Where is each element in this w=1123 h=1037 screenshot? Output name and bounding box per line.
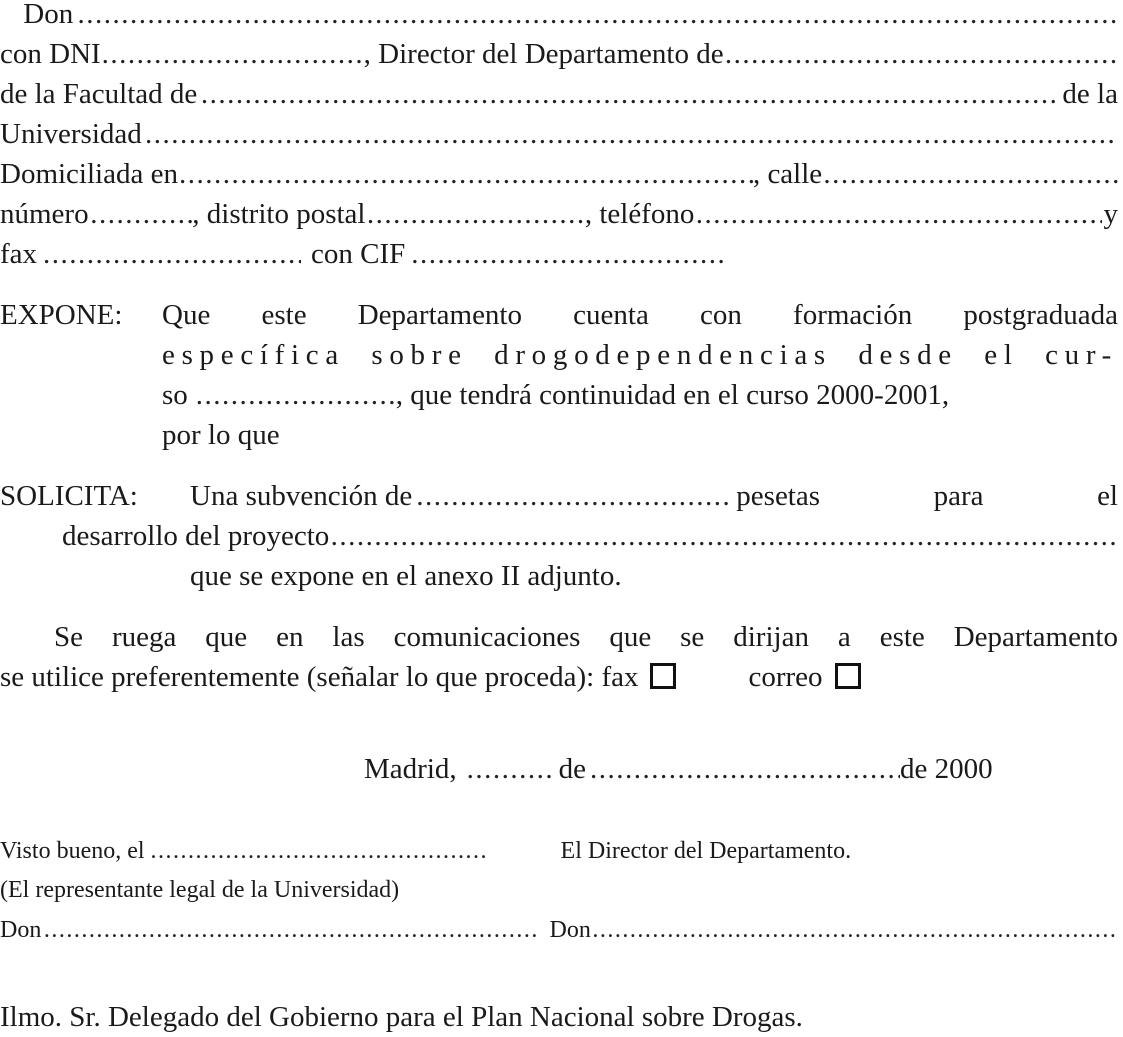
expone-line-1 xyxy=(0,295,1118,335)
don-line xyxy=(0,0,1118,34)
firmas-line-1 xyxy=(0,832,1118,870)
solicita-text-3: que se expone en el anexo II adjunto. xyxy=(190,560,622,592)
comunicaciones-text-1: Se ruega que en las comunicaciones que se dirijan a este Departamento xyxy=(54,621,1118,653)
expone-label: EXPONE: xyxy=(0,299,123,331)
facultad-line xyxy=(0,74,1118,114)
distrito-field[interactable] xyxy=(367,194,585,234)
visto-bueno-field[interactable] xyxy=(151,832,485,870)
curso-field[interactable] xyxy=(196,375,396,415)
don-right-field[interactable] xyxy=(592,911,1118,949)
universidad-line xyxy=(0,114,1118,154)
numero-line xyxy=(0,194,1118,234)
numero-label: número xyxy=(0,198,89,230)
fecha-de: de xyxy=(558,753,586,785)
fax-label: fax xyxy=(0,238,38,270)
facultad-label: de la Facultad de xyxy=(0,78,198,110)
don-left-field[interactable] xyxy=(44,911,538,949)
facultad-field[interactable] xyxy=(201,74,1059,114)
universidad-label: Universidad xyxy=(0,118,142,150)
fax-checkbox[interactable] xyxy=(650,663,676,689)
cif-field[interactable] xyxy=(411,234,723,274)
don-left-label: Don xyxy=(0,917,42,943)
correo-checkbox[interactable] xyxy=(835,663,861,689)
fecha-suffix: de 2000 xyxy=(900,753,993,785)
facultad-suffix: de la xyxy=(1062,78,1118,110)
universidad-field[interactable] xyxy=(145,114,1118,154)
correo-label: correo xyxy=(748,661,823,693)
expone-text-2: específica sobre drogodependencias desde el cur- xyxy=(162,339,1118,371)
expone-text-4: por lo que xyxy=(162,419,280,451)
domicilio-field[interactable] xyxy=(179,154,753,194)
expone-line-2 xyxy=(0,335,1118,375)
expone-line-4 xyxy=(0,415,1118,455)
calle-field[interactable] xyxy=(823,154,1118,194)
comunicaciones-line-2 xyxy=(0,657,1118,697)
departamento-field[interactable] xyxy=(725,34,1118,74)
dni-line xyxy=(0,34,1118,74)
comunicaciones-line-1 xyxy=(0,617,1118,657)
expone-text-3: , que tendrá continuidad en el curso 2000-2001, xyxy=(395,379,950,411)
fecha-line xyxy=(0,749,1118,789)
fax-field[interactable] xyxy=(43,234,301,274)
comunicaciones-text-2: se utilice preferentemente (señalar lo que proceda): fax xyxy=(0,661,639,693)
numero-field[interactable] xyxy=(90,194,192,234)
distrito-label: , distrito postal xyxy=(192,198,366,230)
proyecto-field[interactable] xyxy=(331,516,1118,556)
solicita-line-2 xyxy=(0,516,1118,556)
don-right-label: Don xyxy=(549,917,591,943)
dni-label: con DNI xyxy=(0,38,101,70)
solicita-text-1b: pesetas para el xyxy=(736,480,1118,512)
calle-label: , calle xyxy=(752,158,823,190)
telefono-field[interactable] xyxy=(696,194,1102,234)
expone-text-1: Que este Departamento cuenta con formación postgraduada xyxy=(162,299,1118,331)
mes-field[interactable] xyxy=(590,749,900,789)
solicita-line-3 xyxy=(0,556,1118,596)
destinatario-line xyxy=(0,997,1118,1037)
y-label: y xyxy=(1103,198,1118,230)
expone-line-3 xyxy=(0,375,1118,415)
don-label: Don xyxy=(23,0,74,30)
don-field[interactable] xyxy=(78,0,1118,34)
firmas-line-3 xyxy=(0,911,1118,949)
cif-label: con CIF xyxy=(311,238,406,270)
director-firma-label: El Director del Departamento. xyxy=(560,838,852,864)
director-label: , Director del Departamento de xyxy=(363,38,724,70)
expone-so: so xyxy=(162,379,188,411)
fecha-prefix: Madrid, xyxy=(364,753,457,785)
domiciliada-label: Domiciliada en xyxy=(0,158,178,190)
solicita-label: SOLICITA: xyxy=(0,480,138,512)
destinatario-text: Ilmo. Sr. Delegado del Gobierno para el Plan Nacional sobre Drogas. xyxy=(0,1001,803,1033)
solicita-line-1 xyxy=(0,476,1118,516)
solicita-text-1: Una subvención de xyxy=(190,480,413,512)
domiciliada-line xyxy=(0,154,1118,194)
fax-line xyxy=(0,234,1118,274)
dni-field[interactable] xyxy=(102,34,364,74)
solicita-text-2: desarrollo del proyecto xyxy=(61,520,330,552)
dia-field[interactable] xyxy=(467,749,551,789)
subvencion-field[interactable] xyxy=(416,476,728,516)
representante-label: (El representante legal de la Universidad) xyxy=(0,877,400,903)
visto-bueno-label: Visto bueno, el xyxy=(0,838,145,864)
telefono-label: , teléfono xyxy=(584,198,695,230)
firmas-line-2 xyxy=(0,871,1118,909)
